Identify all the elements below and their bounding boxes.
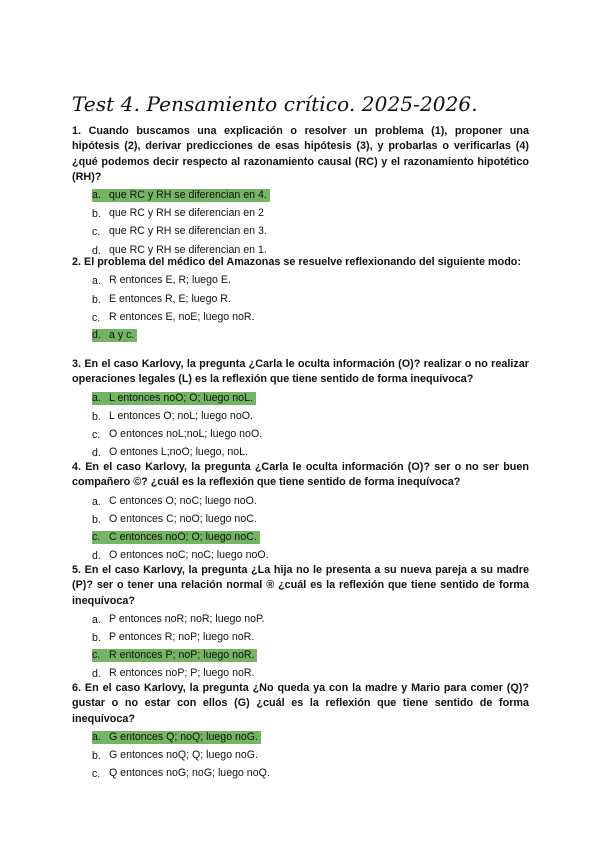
- option-a[interactable]: a. L entonces noO; O; luego noL.: [92, 392, 256, 405]
- option-b[interactable]: b. G entonces noQ; Q; luego noG.: [92, 748, 258, 762]
- option-b[interactable]: b. E entonces R, E; luego R.: [92, 292, 231, 306]
- option-c[interactable]: c. C entonces noO; O; luego noC.: [92, 531, 260, 544]
- question-text: 1. Cuando buscamos una explicación o resolver un problema (1), proponer una hipótesis (2), derivar predicciones de esas hipótesis (3), y probarlas o verificarlas (4) ¿qué podemos decir respecto al razonamiento causal (RC) y el razonamiento hipotético (RH)?: [72, 125, 529, 183]
- option-c[interactable]: c. O entonces noL;noL; luego noO.: [92, 427, 263, 441]
- option-b[interactable]: b. L entonces O; noL; luego noO.: [92, 409, 253, 423]
- options-list: [72, 727, 529, 782]
- option-c[interactable]: c. Q entonces noG; noG; luego noQ.: [92, 767, 270, 781]
- options-list: [72, 270, 529, 343]
- option-d[interactable]: d. O entones L;noO; luego, noL.: [92, 446, 248, 460]
- question-text: 4. En el caso Karlovy, la pregunta ¿Carla le oculta información (O)? ser o no ser buen compañero ©? ¿cuál es la reflexión que tiene sentido de forma inequívoca?: [72, 461, 529, 489]
- question-text: 5. En el caso Karlovy, la pregunta ¿La hija no le presenta a su nueva pareja a su madre (P)? ser o tener una relación normal ® ¿cuál es la reflexión que tiene sentido de forma inequívoca?: [72, 564, 529, 607]
- options-list: [72, 185, 529, 258]
- question-4: [72, 460, 529, 563]
- option-d[interactable]: d. que RC y RH se diferencian en 1.: [92, 243, 267, 257]
- option-b[interactable]: b. P entonces R; noP; luego noR.: [92, 631, 255, 645]
- option-a[interactable]: a. C entonces O; noC; luego noO.: [92, 494, 257, 508]
- option-b[interactable]: b. O entonces C; noO; luego noC.: [92, 512, 257, 526]
- question-text: 6. En el caso Karlovy, la pregunta ¿No queda ya con la madre y Mario para comer (Q)? gustar o no estar con ellos (G) ¿cuál es la reflexión que tiene sentido de forma inequívoca?: [72, 682, 529, 725]
- option-a[interactable]: a. que RC y RH se diferencian en 4.: [92, 189, 270, 202]
- question-1: [72, 124, 529, 258]
- option-a[interactable]: a. G entonces Q; noQ; luego noG.: [92, 731, 261, 744]
- question-text: 3. En el caso Karlovy, la pregunta ¿Carla le oculta información (O)? realizar o no realizar operaciones legales (L) es la reflexión que tiene sentido de forma inequívoca?: [72, 358, 529, 386]
- option-c[interactable]: c. R entonces E, noE; luego noR.: [92, 310, 255, 324]
- page-title: Test 4. Pensamiento crítico. 2025-2026.: [72, 92, 478, 116]
- option-a[interactable]: a. P entonces noR; noR; luego noP.: [92, 612, 265, 626]
- options-list: [72, 388, 529, 461]
- option-d[interactable]: d. O entonces noC; noC; luego noO.: [92, 549, 269, 563]
- option-c[interactable]: c. R entonces P; noP; luego noR.: [92, 649, 257, 662]
- question-text: 2. El problema del médico del Amazonas se resuelve reflexionando del siguiente modo:: [72, 256, 521, 268]
- question-2: [72, 255, 529, 343]
- option-a[interactable]: a. R entonces E, R; luego E.: [92, 274, 231, 288]
- option-c[interactable]: c. que RC y RH se diferencian en 3.: [92, 225, 267, 239]
- question-3: [72, 357, 529, 460]
- option-d[interactable]: d. a y c.: [92, 329, 137, 342]
- question-5: [72, 563, 529, 682]
- option-b[interactable]: b. que RC y RH se diferencian en 2: [92, 207, 264, 221]
- option-d[interactable]: d. R entonces noP; P; luego noR.: [92, 667, 255, 681]
- options-list: [72, 609, 529, 682]
- question-6: [72, 681, 529, 781]
- options-list: [72, 491, 529, 564]
